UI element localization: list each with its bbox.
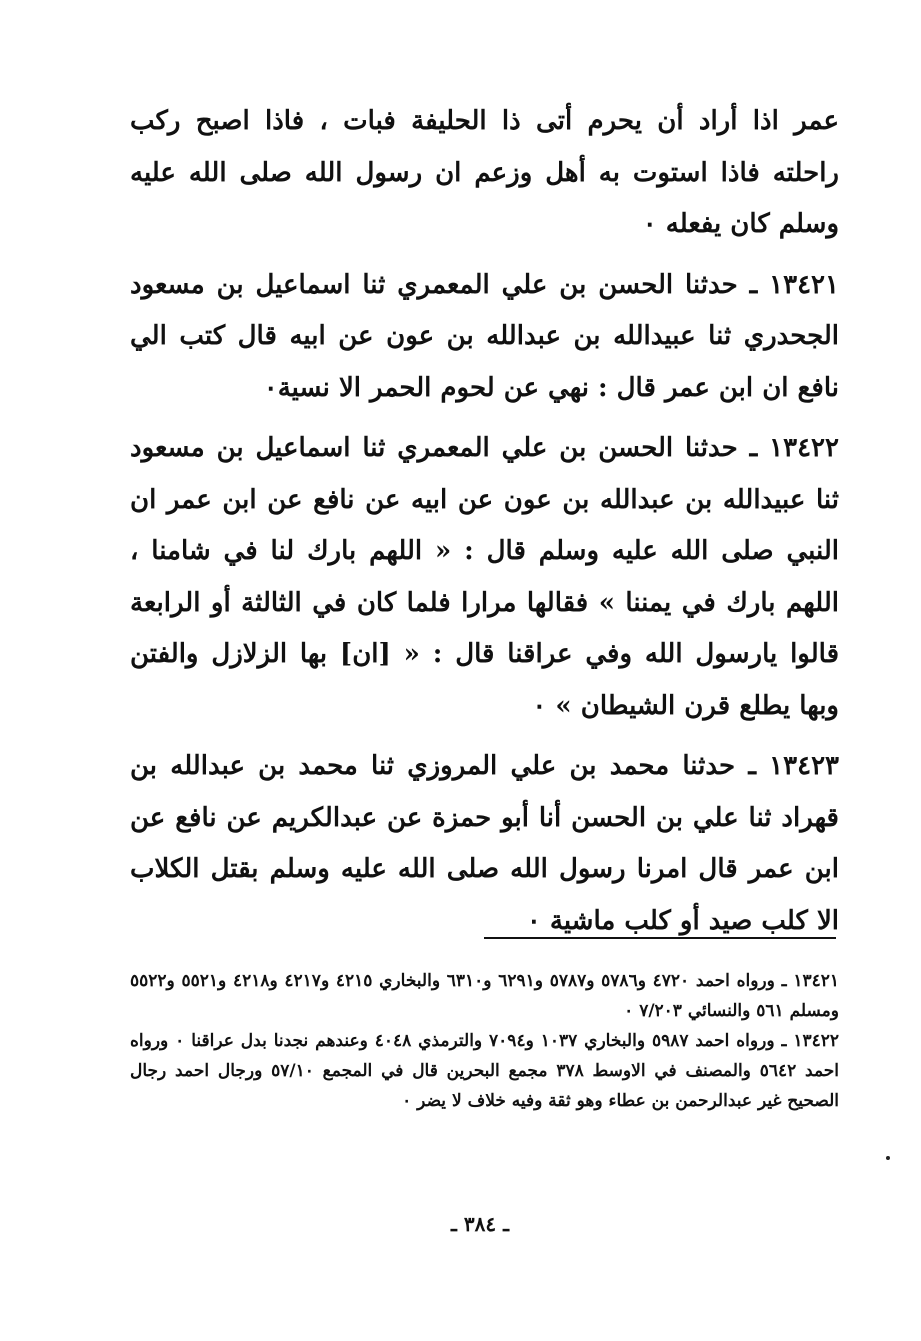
footnote-13421 bbox=[130, 966, 839, 1026]
paragraph-continuation bbox=[130, 96, 839, 251]
footnote-text: ورواه احمد ٥٩٨٧ والبخاري ١٠٣٧ و٧٠٩٤ والترمذي ٤٠٤٨ وعندهم نجدنا بدل عراقنا ٠ ورواه احمد ٥٦٤٢ والمصنف في الاوسط ٣٧٨ مجمع البحرين قال في المجمع ٥٧/١٠ ورجال احمد رجال الصحيح غير عبدالرحمن بن عطاء وهو ثقة وفيه خلاف لا يضر ٠ bbox=[130, 1031, 840, 1111]
footnote-number: ١٣٤٢٢ bbox=[793, 1031, 839, 1051]
footnote-number: ١٣٤٢١ bbox=[793, 971, 839, 991]
hadith-13421 bbox=[130, 260, 839, 415]
number-dash: ـ bbox=[748, 751, 756, 781]
hadith-number: ١٣٤٢٣ bbox=[769, 751, 839, 781]
hadith-text: حدثنا الحسن بن علي المعمري ثنا اسماعيل بن مسعود ثنا عبيدالله بن عبدالله بن عون عن ابيه عن نافع عن ابن عمر ان النبي صلى الله عليه وسلم قال : « اللهم بارك لنا في شامنا ، اللهم بارك في يمننا » فقالها مرارا فلما كان في الثالثة أو الرابعة قالوا يارسول الله وفي عراقنا قال : « [ان] بها الزلازل والفتن وبها يطلع قرن الشيطان » ٠ bbox=[130, 433, 839, 721]
footnotes bbox=[130, 966, 839, 1116]
page-number-dash-right: ـ bbox=[503, 1212, 509, 1236]
paragraph-text: عمر اذا أراد أن يحرم أتى ذا الحليفة فبات ، فاذا اصبح ركب راحلته فاذا استوت به أهل وزعم ان رسول الله صلى الله عليه وسلم كان يفعله ٠ bbox=[130, 106, 839, 239]
footnote-text: ورواه احمد ٤٧٢٠ و٥٧٨٦ و٥٧٨٧ و٦٢٩١ و٦٣١٠ والبخاري ٤٢١٥ و٤٢١٧ و٤٢١٨ و٥٥٢١ و٥٥٢٢ ومسلم ٥٦١ والنسائي ٧/٢٠٣ ٠ bbox=[130, 971, 839, 1021]
page-number-value: ٣٨٤ bbox=[463, 1212, 497, 1236]
footnote-separator bbox=[484, 937, 836, 939]
footnote-dash: ـ bbox=[781, 971, 787, 991]
hadith-text: حدثنا محمد بن علي المروزي ثنا محمد بن عبدالله بن قهراد ثنا علي بن الحسن أنا أبو حمزة عن عبدالكريم عن نافع عن ابن عمر قال امرنا رسول الله صلى الله عليه وسلم بقتل الكلاب الا كلب صيد أو كلب ماشية ٠ bbox=[130, 751, 839, 936]
page-number bbox=[0, 1212, 921, 1236]
footnote-13422 bbox=[130, 1026, 839, 1116]
number-dash: ـ bbox=[749, 433, 758, 463]
scan-speck bbox=[886, 1156, 890, 1160]
page-number-dash-left: ـ bbox=[451, 1212, 457, 1236]
main-text bbox=[130, 96, 839, 956]
hadith-text: حدثنا الحسن بن علي المعمري ثنا اسماعيل بن مسعود الجحدري ثنا عبيدالله بن عبدالله بن عون عن ابيه قال كتب الي نافع ان ابن عمر قال : نهي عن لحوم الحمر الا نسية٠ bbox=[130, 269, 839, 403]
number-dash: ـ bbox=[749, 269, 758, 300]
hadith-number: ١٣٤٢٢ bbox=[769, 433, 839, 463]
footnote-dash: ـ bbox=[781, 1031, 787, 1051]
hadith-13423 bbox=[130, 741, 839, 947]
hadith-number: ١٣٤٢١ bbox=[769, 269, 839, 300]
hadith-13422 bbox=[130, 423, 839, 732]
